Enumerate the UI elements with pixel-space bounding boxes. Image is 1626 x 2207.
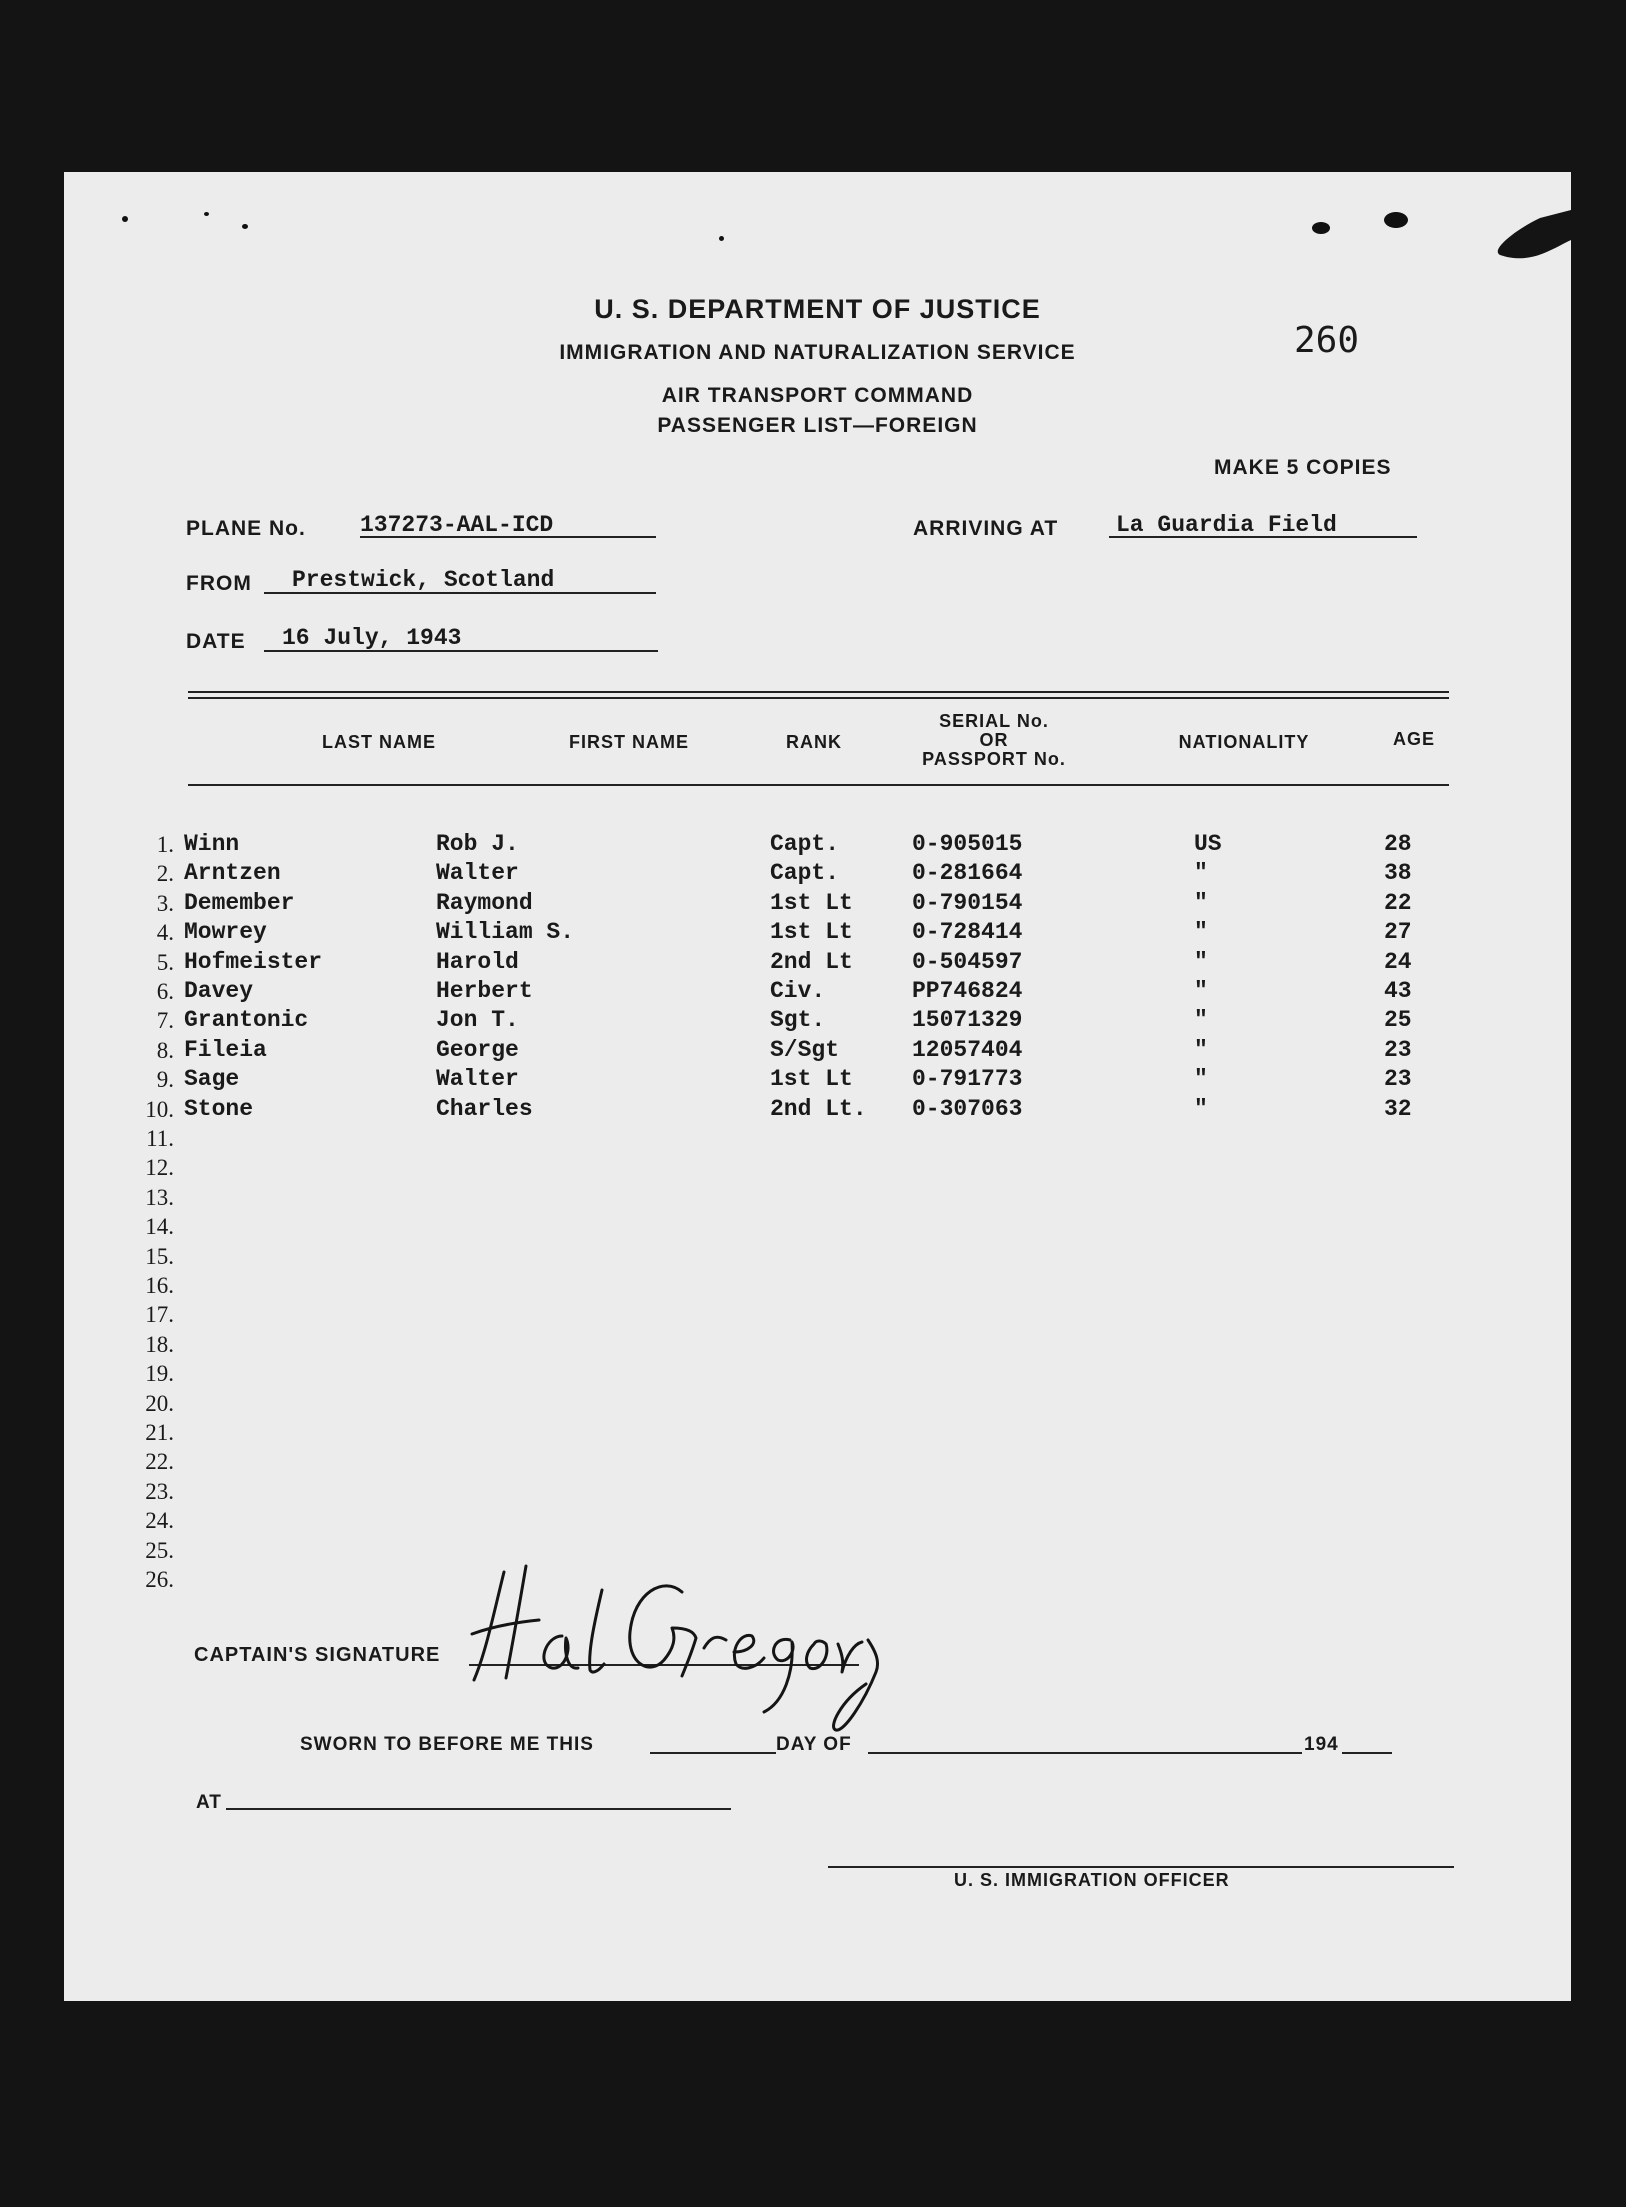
row-number: 9.: [156, 1067, 174, 1093]
row-last-name: Mowrey: [184, 919, 267, 946]
at-line: [226, 1808, 731, 1810]
table-row: [64, 977, 1571, 1006]
from-label: FROM: [186, 572, 252, 595]
row-age: 32: [1384, 1095, 1412, 1122]
sworn-label: SWORN TO BEFORE ME THIS: [300, 1734, 594, 1755]
row-first-name: Herbert: [436, 978, 533, 1004]
row-nationality: ": [1194, 978, 1208, 1004]
row-serial: 0-504597: [912, 948, 1023, 975]
row-number: 10.: [145, 1096, 174, 1122]
row-last-name: Hofmeister: [184, 948, 323, 975]
table-row: [64, 1242, 1571, 1271]
row-number: 12.: [145, 1155, 174, 1181]
row-last-name: Fileia: [184, 1036, 267, 1063]
row-age: 27: [1384, 919, 1412, 946]
row-serial: 0-281664: [912, 860, 1023, 887]
row-number: 18.: [145, 1331, 174, 1357]
row-first-name: Harold: [436, 948, 519, 975]
table-top-rule-2: [188, 697, 1449, 699]
date-underline: [264, 650, 658, 652]
row-age: 38: [1384, 860, 1412, 887]
row-first-name: William S.: [436, 919, 575, 946]
table-row: [64, 1389, 1571, 1418]
row-last-name: Sage: [184, 1066, 240, 1093]
row-nationality: ": [1194, 1036, 1208, 1063]
row-nationality: ": [1194, 948, 1208, 975]
day-of-label: DAY OF: [776, 1734, 852, 1755]
row-age: 23: [1384, 1066, 1412, 1093]
row-nationality: ": [1194, 1007, 1208, 1034]
row-number: 6.: [156, 979, 174, 1004]
row-number: 13.: [145, 1184, 174, 1210]
row-number: 22.: [145, 1449, 174, 1475]
row-rank: Sgt.: [770, 1007, 826, 1034]
table-row: [64, 918, 1571, 947]
row-number: 4.: [156, 920, 174, 946]
row-serial: 0-790154: [912, 889, 1023, 916]
col-age: AGE: [1392, 729, 1435, 749]
scan-speck: [204, 212, 209, 216]
table-header-rule: [188, 784, 1449, 786]
row-first-name: Charles: [436, 1095, 533, 1122]
row-serial: 0-905015: [912, 831, 1023, 857]
row-rank: 2nd Lt.: [770, 1095, 867, 1122]
row-age: 25: [1384, 1007, 1412, 1034]
arriving-underline: [1109, 536, 1417, 538]
row-number: 23.: [145, 1478, 174, 1504]
row-nationality: ": [1194, 860, 1208, 887]
col-nationality: NATIONALITY: [1178, 732, 1310, 752]
table-row: [64, 1447, 1571, 1476]
table-row: [64, 1095, 1571, 1124]
table-row: [64, 1183, 1571, 1212]
table-row: [64, 1065, 1571, 1094]
plane-label: PLANE No.: [186, 517, 306, 540]
row-number: 19.: [145, 1361, 174, 1387]
table-row: [64, 1212, 1571, 1241]
col-first-name: FIRST NAME: [569, 732, 689, 752]
year-prefix: 194: [1304, 1734, 1339, 1755]
row-age: 28: [1384, 831, 1412, 857]
row-number: 1.: [156, 832, 174, 857]
row-first-name: Rob J.: [436, 831, 519, 857]
plane-underline: [360, 536, 656, 538]
row-age: 24: [1384, 948, 1412, 975]
row-serial: PP746824: [912, 978, 1023, 1004]
col-serial: [894, 712, 1094, 769]
row-last-name: Grantonic: [184, 1007, 309, 1034]
table-row: [64, 948, 1571, 977]
row-first-name: Walter: [436, 1066, 519, 1093]
row-last-name: Davey: [184, 978, 254, 1004]
list-type-title: PASSENGER LIST—FOREIGN: [657, 414, 978, 437]
row-nationality: ": [1194, 1066, 1208, 1093]
row-number: 17.: [145, 1302, 174, 1328]
row-number: 16.: [145, 1273, 174, 1298]
row-first-name: George: [436, 1036, 519, 1063]
command-title: AIR TRANSPORT COMMAND: [661, 384, 974, 407]
row-rank: Capt.: [770, 860, 840, 887]
row-nationality: ": [1194, 1095, 1208, 1122]
scan-speck: [1312, 222, 1330, 234]
from-underline: [264, 592, 656, 594]
row-number: 14.: [145, 1214, 174, 1240]
captain-signature-label: CAPTAIN'S SIGNATURE: [194, 1644, 441, 1666]
row-rank: Capt.: [770, 831, 840, 857]
row-number: 11.: [146, 1126, 174, 1151]
table-row: [64, 859, 1571, 888]
scan-speck: [719, 236, 724, 241]
row-rank: 1st Lt: [770, 889, 853, 916]
table-row: [64, 889, 1571, 918]
row-last-name: Winn: [184, 831, 240, 857]
row-number: 24.: [145, 1508, 174, 1534]
year-line: [1342, 1752, 1392, 1754]
officer-label: U. S. IMMIGRATION OFFICER: [954, 1870, 1230, 1890]
row-rank: 2nd Lt: [770, 948, 853, 975]
arriving-value: La Guardia Field: [1116, 512, 1337, 538]
table-top-rule: [188, 691, 1449, 693]
col-serial-line2: OR: [979, 730, 1009, 750]
row-last-name: Demember: [184, 889, 295, 916]
row-number: 3.: [156, 890, 174, 916]
row-nationality: ": [1194, 919, 1208, 946]
captain-signature-image: [464, 1552, 884, 1752]
page-number: 260: [1294, 320, 1360, 361]
col-serial-line3: PASSPORT No.: [922, 749, 1066, 769]
service-title: IMMIGRATION AND NATURALIZATION SERVICE: [559, 341, 1076, 364]
row-age: 22: [1384, 889, 1412, 916]
row-nationality: US: [1194, 831, 1222, 857]
row-number: 15.: [145, 1243, 174, 1269]
row-number: 8.: [156, 1037, 174, 1063]
row-serial: 12057404: [912, 1036, 1023, 1063]
day-of-line: [868, 1752, 1302, 1754]
row-last-name: Arntzen: [184, 860, 281, 887]
table-row: [64, 1153, 1571, 1182]
row-rank: Civ.: [770, 978, 826, 1004]
arriving-label: ARRIVING AT: [913, 517, 1059, 540]
table-row: [64, 1477, 1571, 1506]
row-age: 43: [1384, 978, 1412, 1004]
torn-corner: [1440, 210, 1580, 290]
table-row: [64, 830, 1571, 859]
table-row: [64, 1359, 1571, 1388]
passenger-list-form: [64, 172, 1571, 2001]
row-serial: 0-728414: [912, 919, 1023, 946]
row-number: 2.: [156, 861, 174, 887]
col-serial-line1: SERIAL No.: [939, 711, 1049, 731]
table-row: [64, 1271, 1571, 1300]
row-serial: 0-791773: [912, 1066, 1023, 1093]
row-number: 26.: [145, 1567, 174, 1592]
row-number: 20.: [145, 1390, 174, 1416]
date-value: 16 July, 1943: [282, 625, 462, 651]
plane-value: 137273-AAL-ICD: [360, 512, 554, 538]
row-first-name: Walter: [436, 860, 519, 887]
row-rank: S/Sgt: [770, 1036, 840, 1063]
table-row: [64, 1124, 1571, 1153]
row-first-name: Jon T.: [436, 1007, 519, 1034]
table-row: [64, 1300, 1571, 1329]
row-nationality: ": [1194, 889, 1208, 916]
sworn-day-line: [650, 1752, 776, 1754]
from-value: Prestwick, Scotland: [292, 567, 555, 593]
row-first-name: Raymond: [436, 889, 533, 916]
table-row: [64, 1330, 1571, 1359]
row-number: 25.: [145, 1537, 174, 1563]
scan-speck: [122, 216, 128, 222]
row-serial: 0-307063: [912, 1095, 1023, 1122]
at-label: AT: [196, 1792, 222, 1813]
row-last-name: Stone: [184, 1095, 254, 1122]
department-title: U. S. DEPARTMENT OF JUSTICE: [594, 294, 1041, 324]
row-number: 5.: [156, 949, 174, 975]
row-number: 21.: [145, 1420, 174, 1445]
row-rank: 1st Lt: [770, 1066, 853, 1093]
date-label: DATE: [186, 630, 246, 653]
row-serial: 15071329: [912, 1007, 1023, 1034]
row-number: 7.: [156, 1008, 174, 1034]
table-row: [64, 1036, 1571, 1065]
table-row: [64, 1006, 1571, 1035]
col-last-name: LAST NAME: [322, 732, 436, 752]
col-rank: RANK: [786, 732, 842, 752]
officer-signature-line: [828, 1866, 1454, 1868]
table-row: [64, 1418, 1571, 1447]
table-row: [64, 1506, 1571, 1535]
scan-speck: [242, 224, 248, 229]
row-age: 23: [1384, 1036, 1412, 1063]
copies-note: MAKE 5 COPIES: [1214, 456, 1392, 479]
row-rank: 1st Lt: [770, 919, 853, 946]
scan-speck: [1384, 212, 1408, 228]
